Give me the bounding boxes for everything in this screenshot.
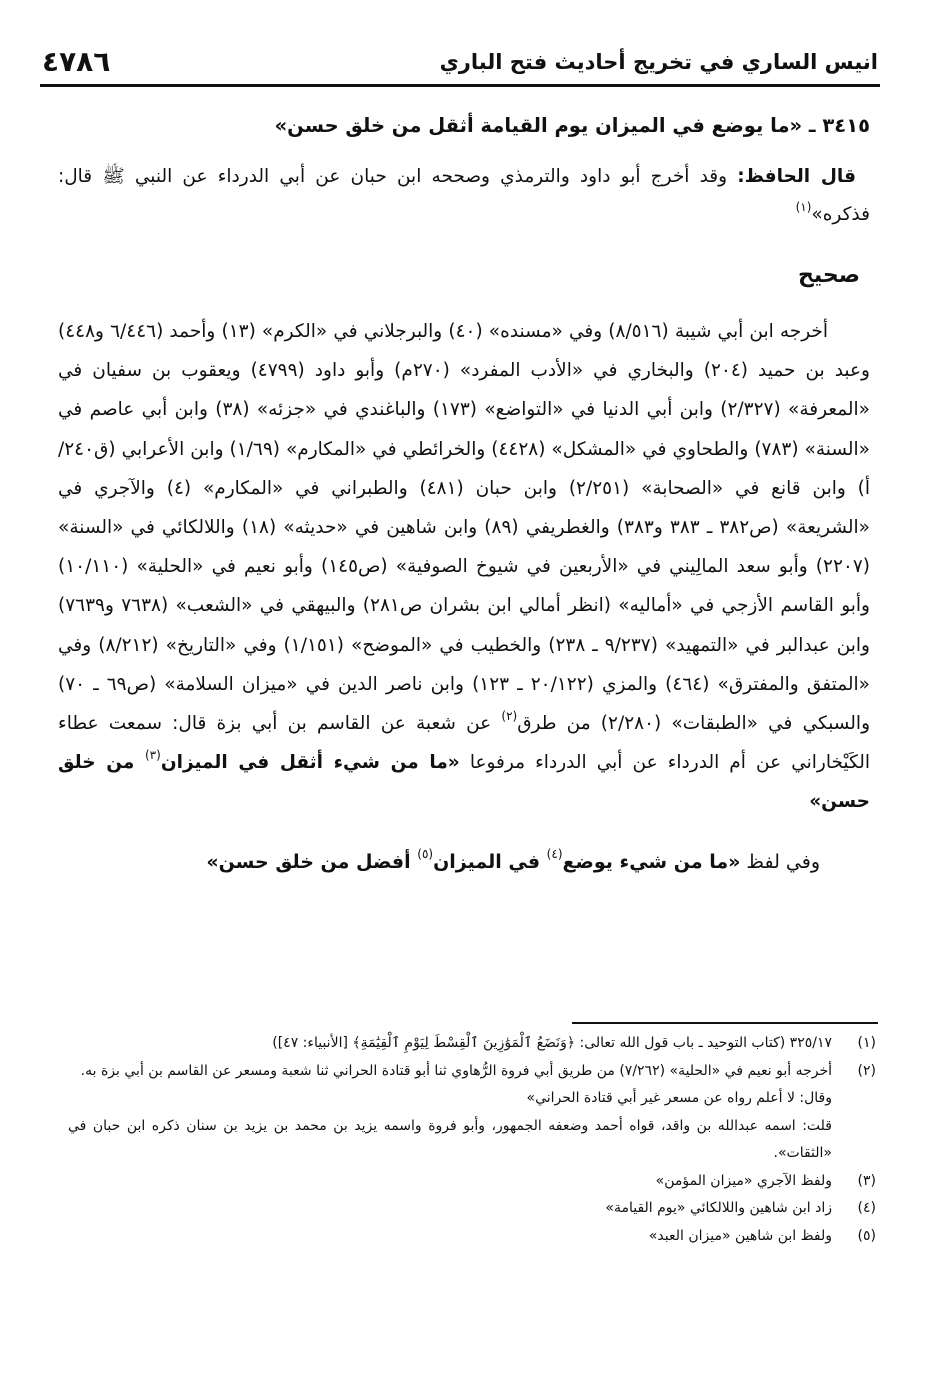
footnote <box>68 1030 876 1058</box>
hadith-wording: «ما من شيء يوضع <box>562 850 741 873</box>
page-number: ٤٧٨٦ <box>42 45 111 78</box>
page-header <box>42 36 878 82</box>
hafiz-label: قال الحافظ: <box>737 166 856 187</box>
footnotes <box>68 1030 876 1250</box>
takhrij-text: أخرجه ابن أبي شيبة (٨/٥١٦) وفي «مسنده» (٤٠) والبرجلاني في «الكرم» (١٣) وأحمد (٦/٤٤٦ و٤٤٨) وعبد بن حميد (٢٠٤) والبخاري في «الأدب المفرد» (٢٧٠م) وأبو داود (٤٧٩٩) ويعقوب بن سفيان في «المعرفة» (٢/٣٢٧) وابن أبي الدنيا في «التواضع» (١٧٣) والباغندي في «جزئه» (٣٨) وابن أبي عاصم في «السنة» (٧٨٣) والطحاوي في «المشكل» (٤٤٢٨) والخرائطي في «المكارم» (١/٦٩) وابن الأعرابي (ق٢٤٠/أ) وابن قانع في «الصحابة» (٢/٢٥١) وابن حبان (٤٨١) والطبراني في «المكارم» (٤) والآجري في «الشريعة» (ص٣٨٢ ـ ٣٨٣ و٣٨٣) والغطريفي (٨٩) وابن شاهين في «حديثه» (١٨) واللالكائي في «السنة» (٢٢٠٧) وأبو سعد المالِيني في «الأربعين في شيوخ الصوفية» (ص١٤٥) وأبو نعيم في «الحلية» (١٠/١١٠) وأبو القاسم الأزجي في «أماليه» (انظر أمالي ابن بشران ص٢٨١) والبيهقي في «الشعب» (٧٦٣٨ و٧٦٣٩) وابن عبدالبر في «التمهيد» (٩/٢٣٧ ـ ٢٣٨) والخطيب في «الموضح» (١/١٥١) وفي «التاريخ» (٨/٢١٢) وفي «المتفق والمفترق» (٤٦٤) والمزي (٢٠/١٢٢ ـ ١٢٣) وابن ناصر الدين في «ميزان السلامة» (ص٦٩ ـ ٧٠) والسبكي في «الطبقات» (٢/٢٨٠) من طرق <box>58 321 871 735</box>
footnote-number: (٢) <box>857 1062 876 1079</box>
footnote <box>68 1195 876 1223</box>
variant-intro: وفي لفظ <box>740 850 820 873</box>
hafiz-paragraph <box>58 158 870 234</box>
footnote-ref[interactable]: (٢) <box>501 708 518 723</box>
footnote-divider <box>572 1022 878 1024</box>
footnote-text: ولفظ الآجري «ميزان المؤمن» <box>655 1172 832 1189</box>
footnote-number: (٣) <box>857 1172 876 1189</box>
footnote-number: (١) <box>857 1035 876 1051</box>
footnote-text: أخرجه أبو نعيم في «الحلية» (٧/٢٦٢) من طريق أبي فروة الرُّهاوي ثنا أبو قتادة الحراني ثنا شعبة ومسعر عن القاسم بن أبي بزة به. <box>80 1062 832 1079</box>
footnote-ref[interactable]: (٣) <box>144 748 161 763</box>
footnote-number: (٤) <box>857 1200 876 1216</box>
hadith-wording: أفضل من خلق حسن» <box>206 850 418 873</box>
footnote-text: ٣٢٥/١٧ (كتاب التوحيد ـ باب قول الله تعالى: ﴿وَنَضَعُ ٱلْمَوَٰزِينَ ٱلْقِسْطَ لِيَوْمِ ٱلْقِيَٰمَةِ﴾ [الأنبياء: ٤٧]) <box>272 1035 832 1051</box>
running-title: انيس الساري في تخريج أحاديث فتح الباري <box>439 50 878 74</box>
footnote-continuation: وقال: لا أعلم رواه عن مسعر غير أبي قتادة الحراني» <box>526 1090 832 1106</box>
footnote-text: زاد ابن شاهين واللالكائي «يوم القيامة» <box>605 1200 832 1216</box>
hadith-wording: من خلق حسن» <box>58 752 870 813</box>
takhrij-text: عن شعبة عن القاسم بن أبي بزة قال: سمعت عطاء الكَيْخاراني عن أم الدرداء عن أبي الدرداء مرفوعا <box>58 713 871 774</box>
footnote-continuation: قلت: اسمه عبدالله بن واقد، قواه أحمد وضعفه الجمهور، وأبو فروة واسمه يزيد بن محمد بن يزيد بن سنان ذكره ابن حبان في «الثقات». <box>68 1117 832 1161</box>
hafiz-text: وقد أخرج أبو داود والترمذي وصححه ابن حبان عن أبي الدرداء عن النبي ﷺ قال: فذكره» <box>58 166 870 225</box>
takhrij-paragraph <box>58 312 870 822</box>
footnote <box>68 1223 876 1251</box>
hadith-wording: «ما من شيء أثقل في الميزان <box>160 752 460 774</box>
footnote-ref[interactable]: (١) <box>795 199 812 214</box>
header-divider <box>40 84 880 87</box>
hadith-wording: في الميزان <box>433 850 547 873</box>
footnote-ref[interactable]: (٤) <box>546 847 563 862</box>
footnote-ref[interactable]: (٥) <box>417 847 434 862</box>
main-text <box>58 96 870 882</box>
footnote-number: (٥) <box>857 1227 876 1244</box>
verdict-heading: صحيح <box>798 263 860 288</box>
hadith-title: ٣٤١٥ ـ «ما يوضع في الميزان يوم القيامة أثقل من خلق حسن» <box>274 114 870 137</box>
footnote-text: ولفظ ابن شاهين «ميزان العبد» <box>648 1227 832 1244</box>
footnote <box>68 1058 876 1086</box>
footnote <box>68 1168 876 1196</box>
variant-paragraph <box>58 842 820 882</box>
